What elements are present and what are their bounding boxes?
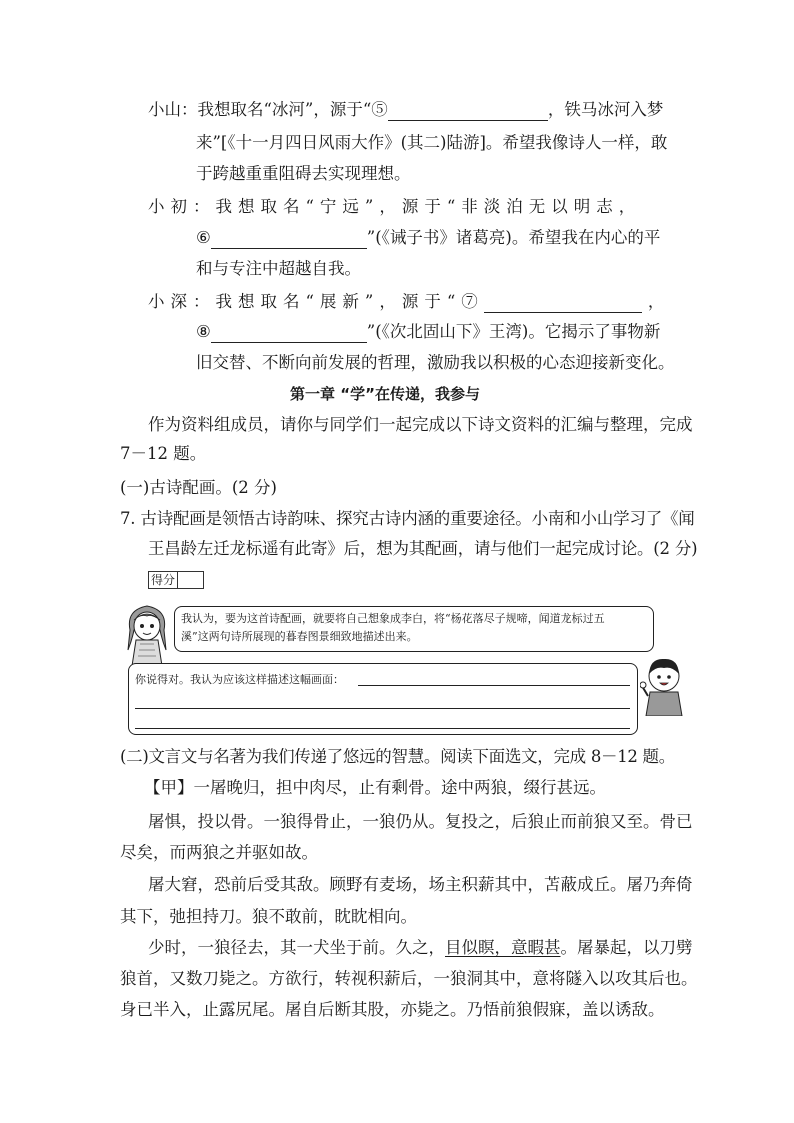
passage-line7: 狼首，又数刀毙之。方欲行，转视积薪后，一狼洞其中，意将隧入以攻其后也。 <box>120 969 698 988</box>
underlined-phrase: 目似瞑，意暇甚 <box>445 938 561 957</box>
answer-line-2[interactable] <box>135 708 630 709</box>
p2-line2-num: ⑥ <box>196 228 211 247</box>
p1-line1-text-b: ，铁马冰河入梦 <box>547 100 664 119</box>
passage-line4: 屠大窘，恐前后受其敌。顾野有麦场，场主积薪其中，苫蔽成丘。屠乃奔倚 <box>148 875 693 894</box>
chapter-title: 第一章 “学”在传递，我参与 <box>290 385 480 403</box>
p1-line2: 来”[《十一月四日风雨大作》(其二)陆游]。希望我像诗人一样，敢 <box>196 133 668 152</box>
p3-line3: 旧交替、不断向前发展的哲理，激励我以积极的心态迎接新变化。 <box>196 353 675 372</box>
p3-line2-num: ⑧ <box>196 322 211 341</box>
p3-line1-comma: ， <box>647 292 665 311</box>
bubble2-line1: 你说得对。我认为应该这样描述这幅画面： <box>135 673 344 686</box>
passage-line6-a: 少时，一狼径去，其一犬坐于前。久之， <box>148 938 445 957</box>
girl-illustration <box>122 600 172 666</box>
p3-line2 <box>196 321 660 343</box>
bubble1-line1: 我认为，要为这首诗配画，就要将自己想象成李白，将“杨花落尽子规啼，闻道龙标过五 <box>181 612 605 625</box>
p2-line2 <box>196 227 660 249</box>
intro-line1: 作为资料组成员，请你与同学们一起完成以下诗文资料的汇编与整理，完成 <box>148 415 693 434</box>
p2-line2-text: ”(《诫子书》诸葛亮)。希望我在内心的平 <box>366 228 661 247</box>
p1-line3: 于跨越重重阻碍去实现理想。 <box>196 164 411 183</box>
section2-heading: (二)文言文与名著为我们传递了悠远的智慧。阅读下面选文，完成 8－12 题。 <box>120 747 675 766</box>
answer-blank-5[interactable] <box>388 102 548 121</box>
p2-line1: 小初：我想取名“宁远”，源于“非淡泊无以明志， <box>148 197 642 216</box>
answer-line-3[interactable] <box>135 728 630 729</box>
p3-line1 <box>148 291 664 313</box>
passage-line3: 尽矣，而两狼之并驱如故。 <box>120 843 318 862</box>
boy-illustration <box>640 656 688 716</box>
q7-line2: 王昌龄左迁龙标遥有此寄》后，想为其配画，请与他们一起完成讨论。(2 分) <box>148 539 698 558</box>
answer-blank-6[interactable] <box>211 230 367 249</box>
answer-blank-8[interactable] <box>211 324 367 343</box>
passage-line2: 屠惧，投以骨。一狼得骨止，一狼仍从。复投之，后狼止而前狼又至。骨已 <box>148 812 693 831</box>
score-box <box>148 571 204 589</box>
section1-heading: (一)古诗配画。(2 分) <box>120 478 277 497</box>
intro-line2: 7－12 题。 <box>120 444 207 463</box>
passage-line1: 【甲】一屠晚归，担中肉尽，止有剩骨。途中两狼，缀行甚远。 <box>144 778 606 797</box>
passage-line5: 其下，弛担持刀。狼不敢前，眈眈相向。 <box>120 907 417 926</box>
bubble1-line2: 溪”这两句诗所展现的暮春图景细致地描述出来。 <box>181 630 418 643</box>
p3-line1-text: 小深：我想取名“展新”，源于“⑦ <box>148 292 484 311</box>
answer-blank-7[interactable] <box>484 294 642 313</box>
answer-line-1[interactable] <box>358 685 630 686</box>
p1-line1 <box>148 99 663 121</box>
q7-line1: 7. 古诗配画是领悟古诗韵味、探究古诗内涵的重要途径。小南和小山学习了《闻 <box>120 509 695 528</box>
passage-line6-b: 。屠暴起，以刀劈 <box>560 938 693 957</box>
passage-line8: 身已半入，止露尻尾。屠自后断其股，亦毙之。乃悟前狼假寐，盖以诱敌。 <box>120 1000 665 1019</box>
p2-line3: 和与专注中超越自我。 <box>196 259 361 278</box>
p1-line1-text-a: 小山：我想取名“冰河”，源于“⑤ <box>148 100 388 119</box>
p3-line2-text: ”(《次北固山下》王湾)。它揭示了事物新 <box>366 322 661 341</box>
passage-line6 <box>148 937 693 959</box>
score-label: 得分 <box>149 572 178 588</box>
